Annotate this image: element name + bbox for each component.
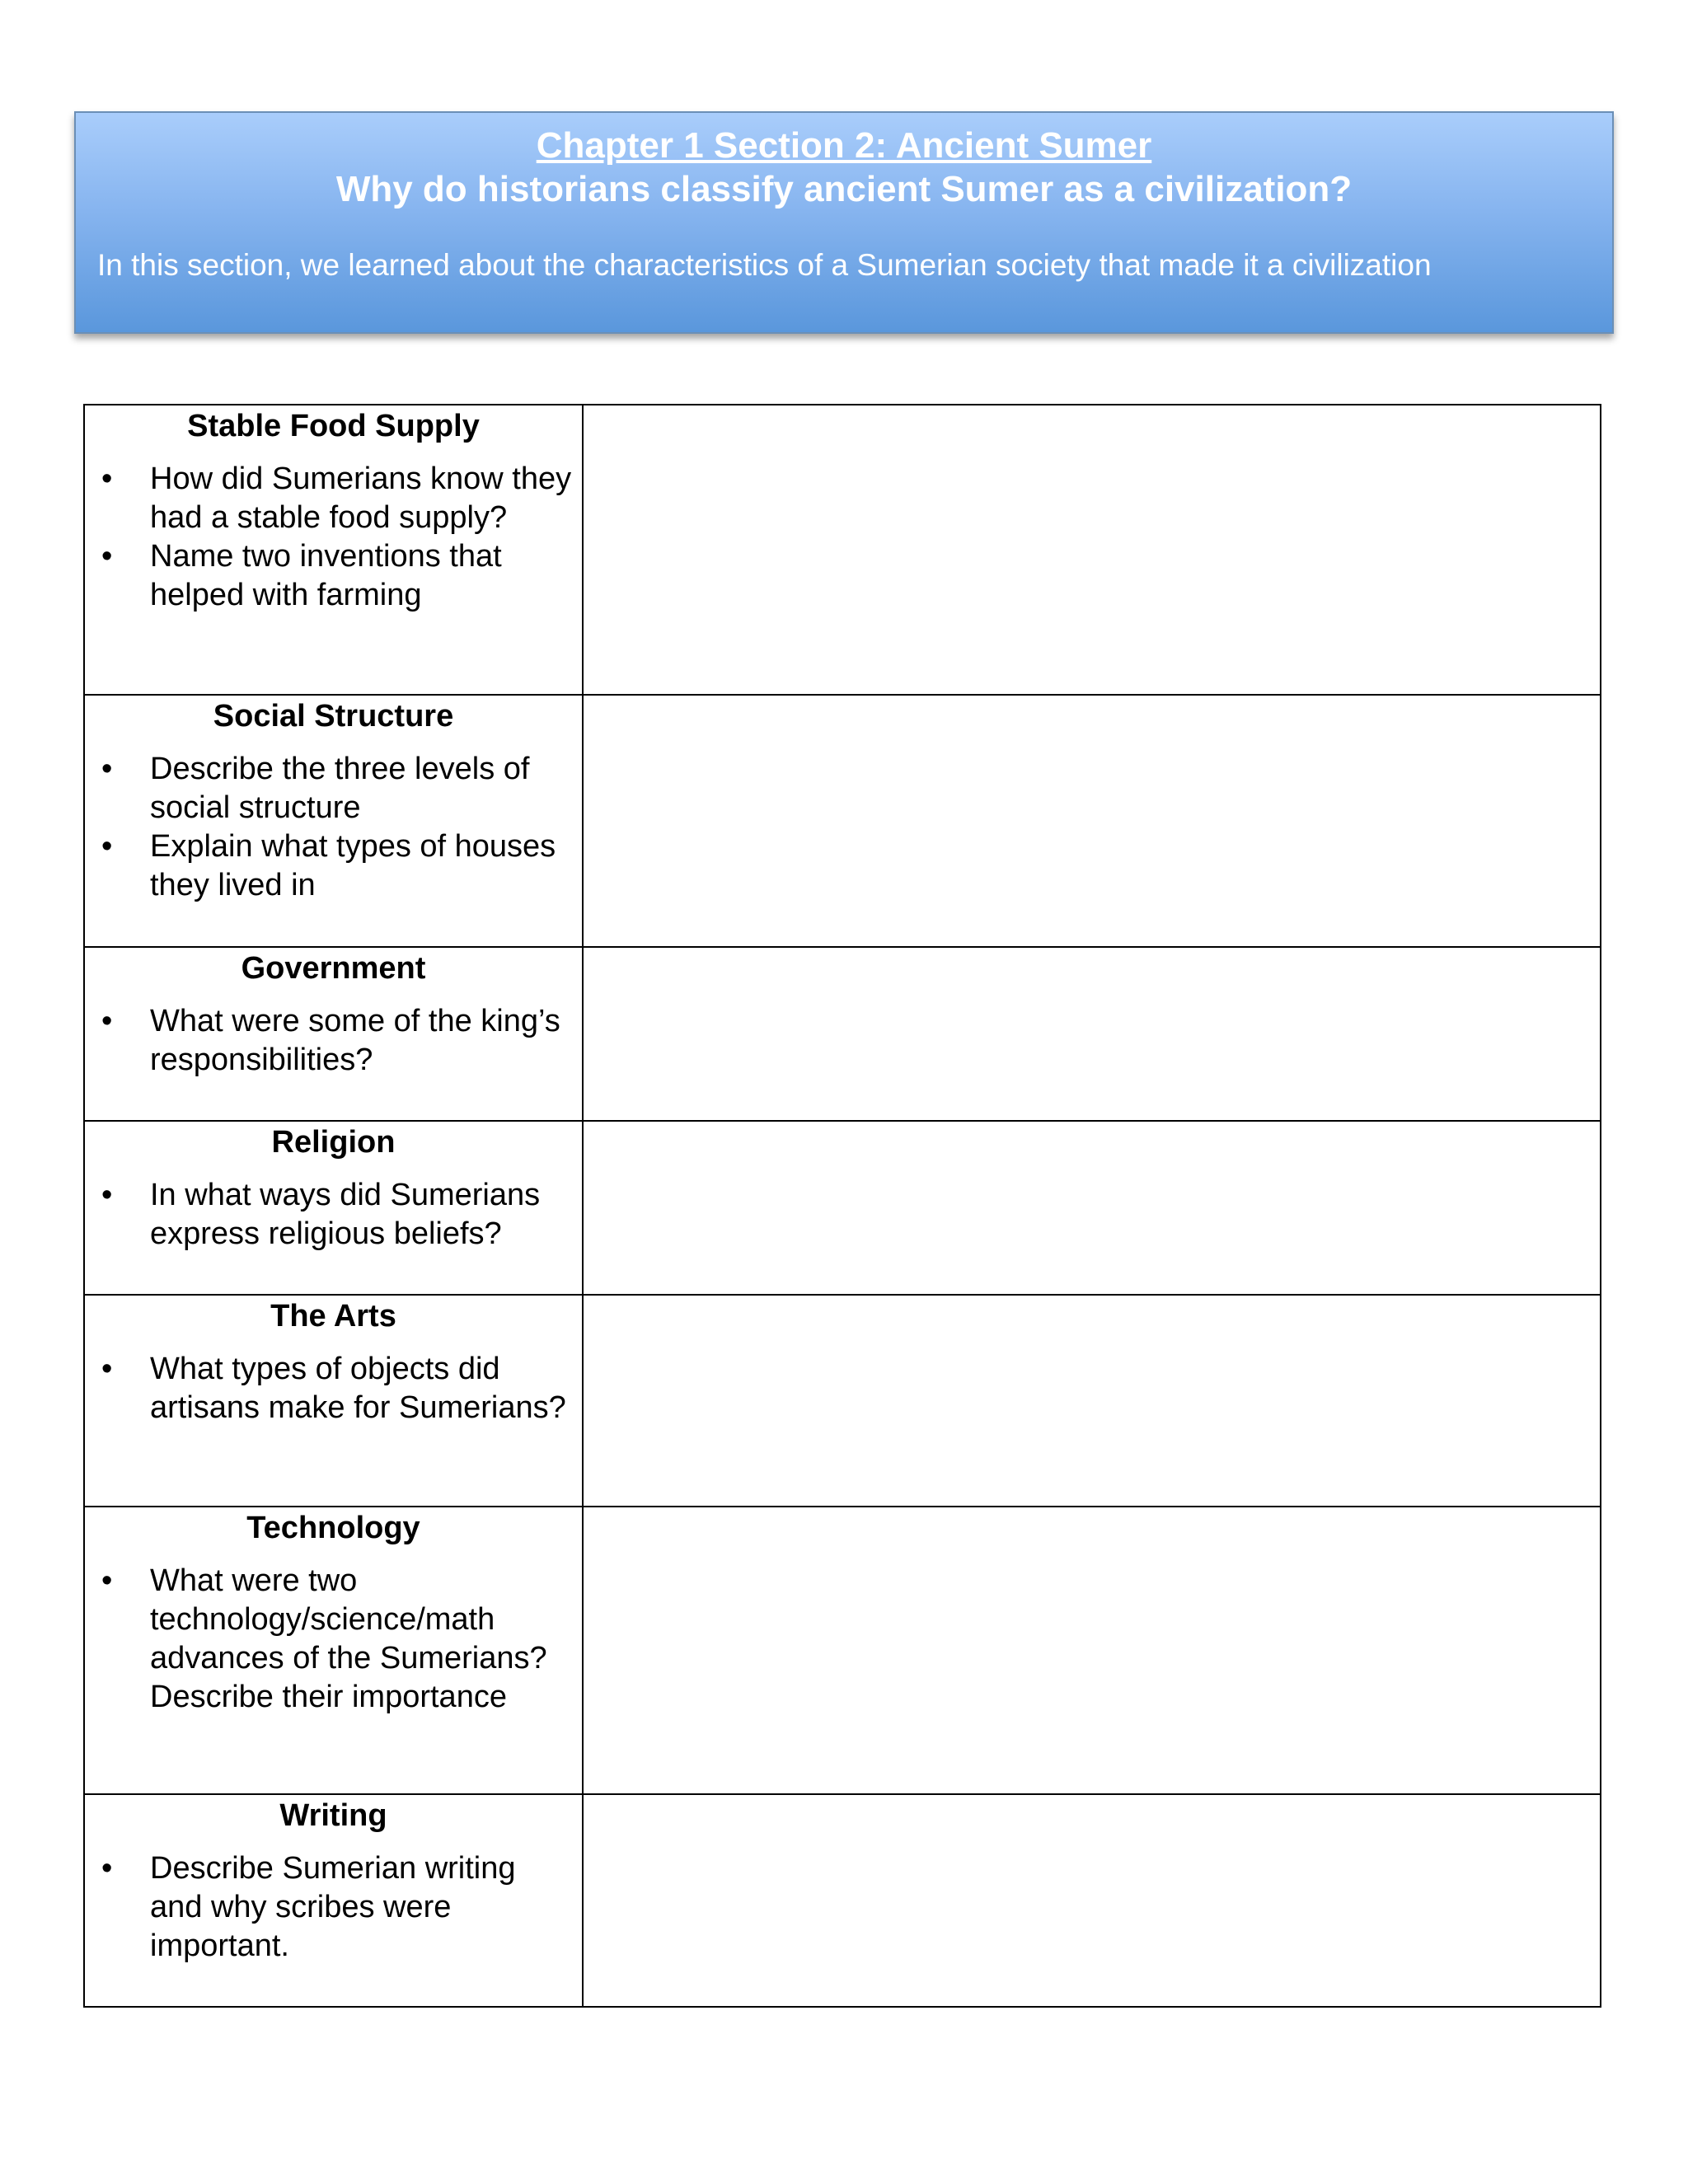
bullet-icon: • [101,752,113,786]
question-text: What were some of the king’s responsibilities? [150,1004,560,1077]
question-list [85,1350,582,1427]
page-title: Chapter 1 Section 2: Ancient Sumer [536,125,1152,166]
question-list [85,1176,582,1254]
list-item [85,537,582,615]
question-cell [84,405,583,695]
question-cell [84,1121,583,1295]
bullet-icon: • [101,1352,113,1386]
question-text: What types of objects did artisans make for Sumerians? [150,1352,566,1425]
essential-question: Why do historians classify ancient Sumer as a civilization? [335,169,1353,209]
worksheet-table [83,404,1601,2008]
answer-cell[interactable] [583,1794,1601,2007]
section-description: In this section, we learned about the characteristics of a Sumerian society that made it a civilization [97,248,1432,282]
list-item [85,827,582,905]
question-list [85,1849,582,1966]
question-cell [84,1507,583,1794]
question-cell [84,695,583,947]
bullet-icon: • [101,539,113,574]
bullet-icon: • [101,1563,113,1598]
question-text: How did Sumerians know they had a stable food supply? [150,462,572,535]
bullet-icon: • [101,462,113,496]
topic-heading: The Arts [270,1299,396,1333]
question-cell [84,1794,583,2007]
bullet-icon: • [101,1178,113,1212]
list-item [85,1002,582,1080]
answer-cell[interactable] [583,947,1601,1121]
question-list [85,1562,582,1717]
list-item [85,1350,582,1427]
answer-cell[interactable] [583,405,1601,695]
topic-heading: Technology [246,1511,420,1545]
topic-heading: Stable Food Supply [187,409,480,443]
list-item [85,1176,582,1254]
table-row [84,1295,1601,1507]
table-row [84,1794,1601,2007]
topic-heading: Religion [271,1125,396,1160]
bullet-icon: • [101,829,113,864]
question-text: Describe Sumerian writing and why scribes were important. [150,1851,516,1963]
bullet-icon: • [101,1004,113,1038]
table-row [84,947,1601,1121]
answer-cell[interactable] [583,695,1601,947]
answer-cell[interactable] [583,1507,1601,1794]
question-list [85,750,582,905]
question-list [85,1002,582,1080]
table-row [84,405,1601,695]
question-text: Explain what types of houses they lived in [150,829,556,902]
list-item [85,460,582,537]
topic-heading: Government [241,951,426,986]
table-row [84,695,1601,947]
question-text: Describe the three levels of social structure [150,752,530,825]
bullet-icon: • [101,1851,113,1886]
answer-cell[interactable] [583,1295,1601,1507]
question-list [85,460,582,615]
topic-heading: Writing [279,1798,387,1833]
answer-cell[interactable] [583,1121,1601,1295]
list-item [85,750,582,827]
header-banner [74,111,1614,334]
topic-heading: Social Structure [213,699,454,733]
list-item [85,1562,582,1717]
table-row [84,1507,1601,1794]
question-text: Name two inventions that helped with farming [150,539,502,612]
list-item [85,1849,582,1966]
table-row [84,1121,1601,1295]
question-text: What were two technology/science/math advances of the Sumerians? Describe their importance [150,1563,547,1714]
question-cell [84,1295,583,1507]
question-cell [84,947,583,1121]
question-text: In what ways did Sumerians express religious beliefs? [150,1178,541,1251]
